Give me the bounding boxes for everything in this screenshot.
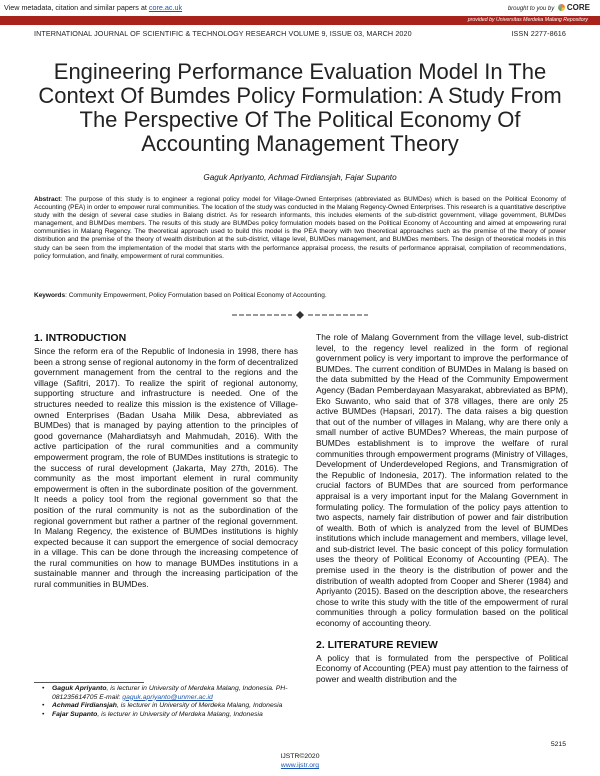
abstract-label: Abstract xyxy=(34,196,61,203)
abstract xyxy=(34,196,566,261)
core-logo-icon xyxy=(558,4,565,11)
introduction-left-text: Since the reform era of the Republic of Indonesia in 1998, there has been a strong sense of regional autonomy in the form of decentralized government management from the central to the regions and the village (Safitri, 2017). To realize the spirit of regional autonomy, supporting structure and infrastructure is needed. One of the structures needed to realize this mission is the existence of Village-owned Enterprises (Badan Usaha Milik Desa, abbreviated as BUMDes) that is managed by paying attention to the principles of good governance (Mahardiatsyh and Mahmudah, 2016). With the active participation of the rural communities and a community empowerment program, the role of BUMDes institutions is strategic to the success of rural development (Jakarta, May 27th, 2016). The community as the most important element in rural community empowerment is often in the subordinate position of the government. It needs a policy tool from the regional government so that the position of the rural community is not as the subordination of the regional government but rather a partner of the regional government. In Malang Regency, the existence of BUMDes institutions is highly expected because it can support the emergence of social democracy in a village. This can be done through the increasing competence of the rural communities on how to manage BUMDes institutions in a sustainable manner and through the increasing participation of the rural communities in BUMDes. xyxy=(34,346,298,590)
introduction-right-text: The role of Malang Government from the village level, sub-district level, to the regency level realized in the form of regional government policy is very important to improve the performance of BUMDes. The current condition of BUMDes in Malang is based on the data submitted by the Head of the Community Empowerment Agency (Badan Pemberdayaan Masyarakat, abbreviated as BPM), Eko Suwanto, who said that of 378 villages, there are only 25 active BUMDes (Hapsari, 2017). The data raises a big question that out of the number of villages in Malang, why are there only a small number of active BUMDes? Whereas, the main purpose of BUMDes establishment is to improve the welfare of rural communities through empowerment programs (Ministry of Villages, Development of Underdeveloped Regions, and Transmigration of the Republic of Indonesia, 2017). The information related to the crucial factors of BUMDes that are sourced from performance appraisal is a very important input for the Malang Government in formulating policy. The formulation of the policy pays attention to two aspects, namely fair distribution of power and fair distribution of wealth. Both of which is analyzed from the level of BUMDes institutions which include management and members, village level, and sub-district level. The basic concept of this policy formulation uses the theory of Political Economy of Accounting (PEA). The premise used in the theory is the distribution of power and the distribution of wealth adopted from Cooper and Sherer (1984) and Apriyanto (2015). Based on the description above, the researchers chose to write this study with the title of the empowerment of rural communities through a policy formulation based on the political economy of accounting theory. xyxy=(316,332,568,629)
footnote-rule xyxy=(34,682,144,683)
footer-code: IJSTR©2020 xyxy=(280,753,320,760)
core-logo-text: CORE xyxy=(566,3,590,12)
left-column xyxy=(34,332,298,590)
journal-site-link[interactable]: www.ijstr.org xyxy=(280,762,320,769)
issn: ISSN 2277-8616 xyxy=(511,29,566,38)
page-footer xyxy=(0,752,600,770)
paper-title: Engineering Performance Evaluation Model In The Context Of Bumdes Policy Formulation: A Study From The Perspective Of The Political Economy Of Accounting Management Theory xyxy=(38,59,562,156)
provided-by-text[interactable]: provided by Universitas Merdeka Malang Repository xyxy=(467,17,588,23)
keywords-text: : Community Empowerment, Policy Formulation based on Political Economy of Accounting. xyxy=(65,292,327,299)
bullet-icon: • xyxy=(42,685,45,692)
keywords-label: Keywords xyxy=(34,292,66,299)
footnote-item xyxy=(42,710,302,720)
provider-band xyxy=(0,16,600,25)
core-brought-by xyxy=(508,3,590,12)
footnote-item xyxy=(42,685,302,702)
right-column xyxy=(316,332,568,684)
author-email-link[interactable]: gaguk.apriyanto@unmer.ac.id xyxy=(122,693,213,701)
footnote-text: , is lecturer in University of Merdeka Malang, Indonesia. PH-081235614705 E-mail: xyxy=(52,685,288,701)
core-banner xyxy=(0,0,600,16)
core-ac-uk-link[interactable]: core.ac.uk xyxy=(148,3,183,12)
footnote-author-name: Achmad Firdiansjah xyxy=(52,702,117,710)
core-link-prefix: View metadata, citation and similar papers at xyxy=(4,3,147,12)
footnote-author-name: Gaguk Apriyanto xyxy=(52,685,107,692)
footnote-text: , is lecturer in University of Merdeka Malang, Indonesia xyxy=(116,702,283,710)
footnote-text: , is lecturer in University of Merdeka Malang, Indonesia xyxy=(97,710,263,718)
page-number: 5215 xyxy=(550,741,566,748)
journal-header xyxy=(34,29,566,38)
journal-header-text: INTERNATIONAL JOURNAL OF SCIENTIFIC & TECHNOLOGY RESEARCH VOLUME 9, ISSUE 03, MARCH 2020 xyxy=(34,29,412,38)
literature-review-heading: 2. LITERATURE REVIEW xyxy=(316,638,438,651)
section-divider xyxy=(230,310,370,320)
brought-by-text: brought to you by xyxy=(507,6,555,12)
bullet-icon: • xyxy=(42,710,45,718)
literature-review-text: A policy that is formulated from the perspective of Political Economy of Accounting (PEA) must pay attention to the fairness of power and wealth distribution and the xyxy=(316,652,568,684)
introduction-heading: 1. INTRODUCTION xyxy=(34,332,127,344)
author-footnotes xyxy=(42,685,302,719)
abstract-text: : The purpose of this study is to engineer a regional policy model for Village-Owned Enterprises (abbreviated as BUMDes) which is based on the Political Economy of Accounting (PEA) in order to empower rural communities. The location of the study was conducted in the Malang Regency-Owned Enterprises. This research is a quantitative descriptive study with the design of several case studies in Balang district. As for research informants, this includes elements of the sub-district government, village government, BUMDes management, and BUMDes members. The results of this study are BUMDes policy formulation models based on the Political Economy of Accounting and aimed at empowering rural communities in Malang Regency. The theoretical approach used to build this model is the PEA theory with two theoretical approaches such as the premise of the theory of power distribution and the premise of the theory of wealth distribution at the sub-district, village level, BUMDes management, and BUMDes members. The design of theoretical models in this study can be seen from the implementation of the model that starts with the performance appraisal process, the results of performance appraisal, compilation of recommendations, policy formulation, and finally, empowerment of rural communities. xyxy=(34,196,566,260)
core-logo[interactable] xyxy=(558,3,590,12)
bullet-icon: • xyxy=(42,702,45,710)
footnote-author-name: Fajar Supanto xyxy=(52,710,98,718)
keywords xyxy=(34,292,566,299)
core-metadata-link[interactable] xyxy=(4,3,182,12)
author-list: Gaguk Apriyanto, Achmad Firdiansjah, Fajar Supanto xyxy=(203,173,397,182)
footnote-item xyxy=(42,702,302,711)
